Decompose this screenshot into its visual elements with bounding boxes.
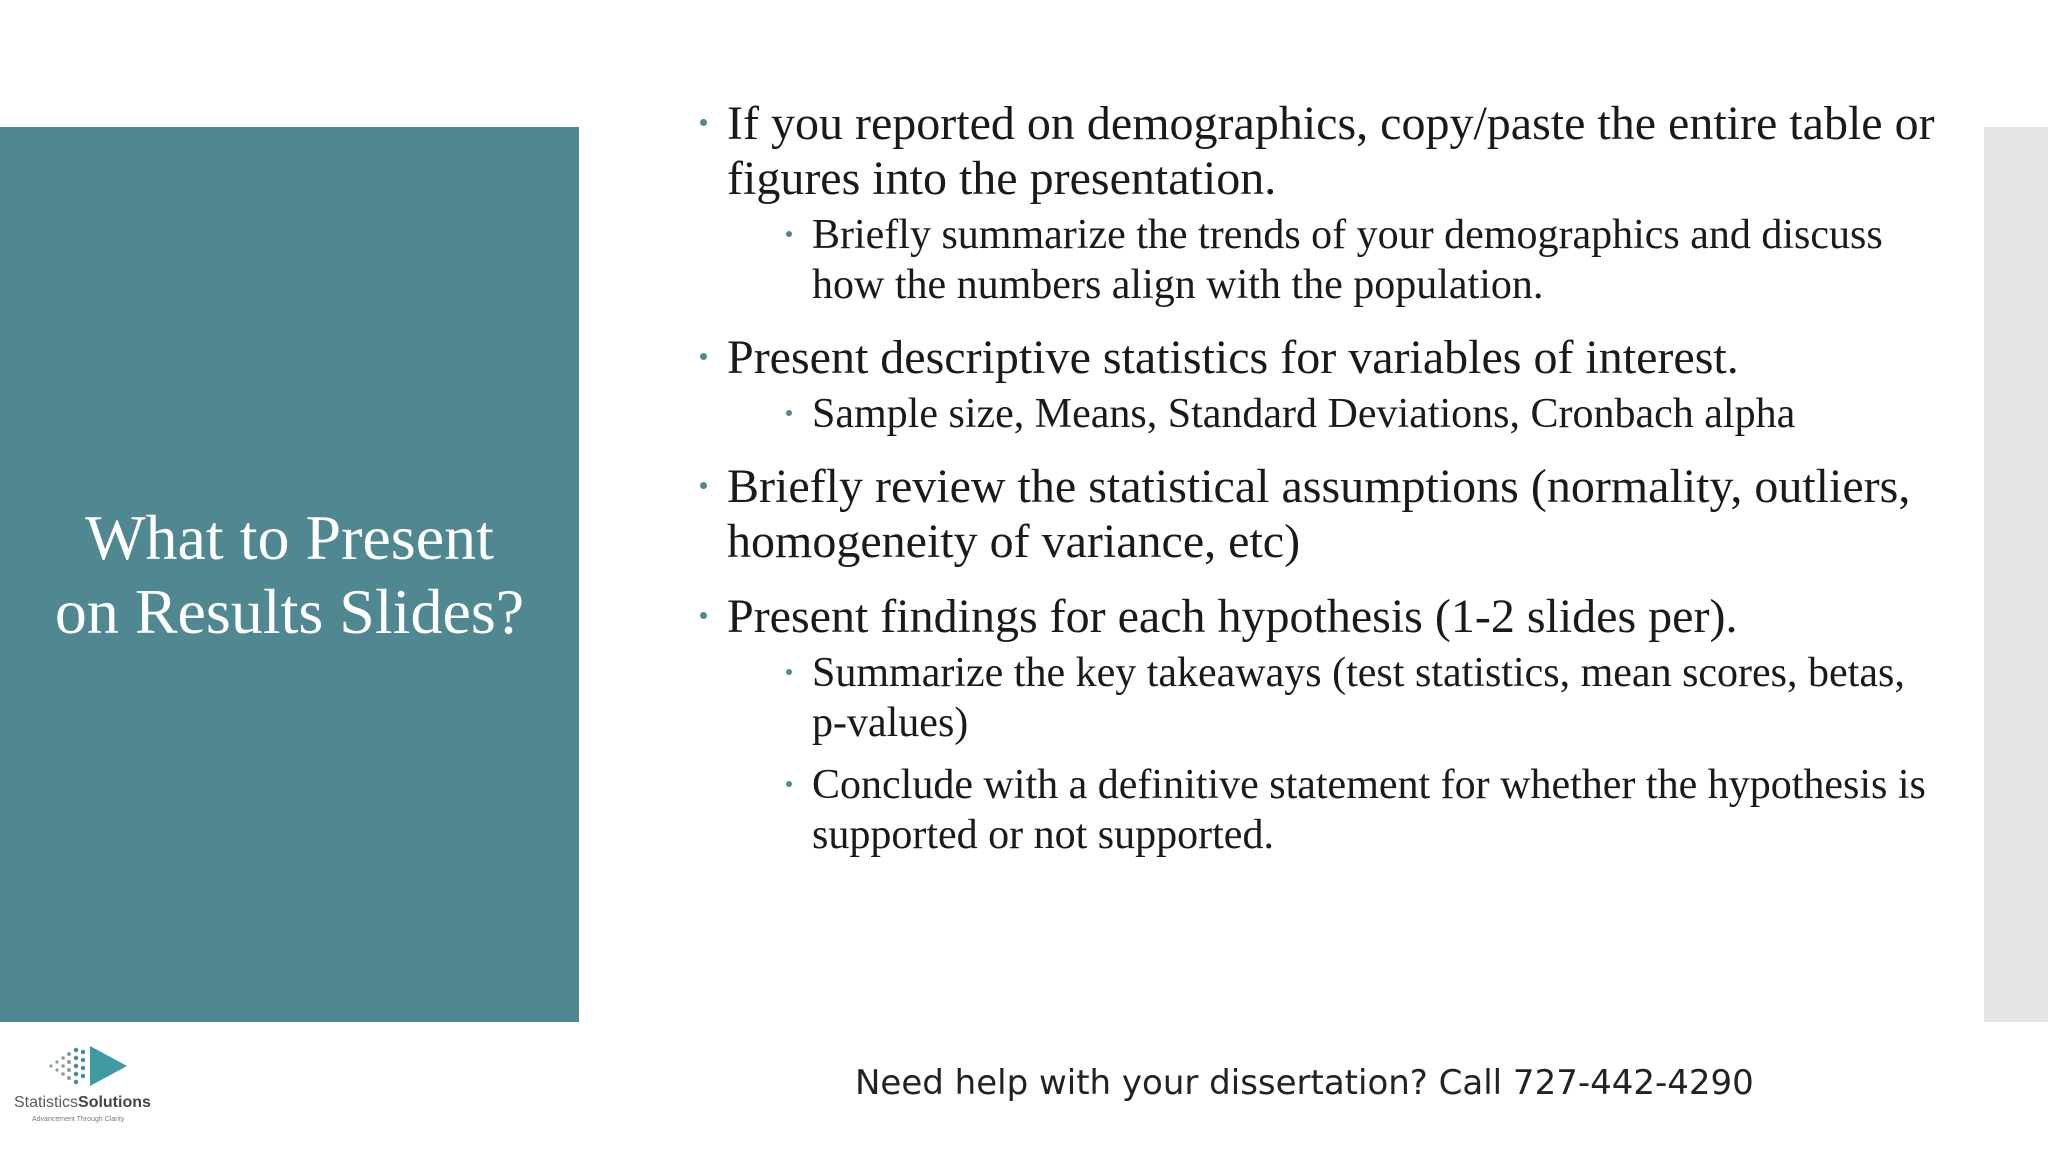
sub-bullet-item: Summarize the key takeaways (test statistics, mean scores, betas, p-values) [690,648,1950,748]
title-panel [0,127,579,1022]
bullet-item [690,589,1950,860]
logo-wordmark [14,1094,151,1112]
logo-tagline: Advancement Through Clarity [32,1116,125,1123]
sub-bullet-item: Conclude with a definitive statement for whether the hypothesis is supported or not supported. [690,760,1950,860]
sub-bullet-list [727,210,1950,310]
sub-bullet-list [727,389,1950,439]
bullet-item [690,459,1950,569]
bullet-item [690,330,1950,439]
content-area [690,96,1950,880]
play-triangle-dots-logo-icon [45,1042,145,1090]
logo-name-light: Statistics [14,1094,79,1111]
bullet-list [690,96,1950,860]
sub-bullet-item: Briefly summarize the trends of your demographics and discuss how the numbers align with the population. [690,210,1950,310]
bullet-text: If you reported on demographics, copy/paste the entire table or figures into the presentation. [727,97,1935,205]
sub-bullet-item: Sample size, Means, Standard Deviations, Cronbach alpha [690,389,1950,439]
slide-title: What to Present on Results Slides? [54,501,525,647]
side-strip [1984,127,2048,1022]
bullet-text: Present findings for each hypothesis (1-2 slides per). [727,590,1738,643]
bullet-text: Briefly review the statistical assumptions (normality, outliers, homogeneity of variance, etc) [727,460,1911,568]
bullet-text: Present descriptive statistics for variables of interest. [727,331,1739,384]
help-contact-text: Need help with your dissertation? Call 727-442-4290 [855,1063,1754,1103]
bullet-item [690,96,1950,310]
sub-bullet-list [727,648,1950,860]
logo-name-bold: Solutions [78,1094,151,1111]
company-logo [10,1042,180,1132]
